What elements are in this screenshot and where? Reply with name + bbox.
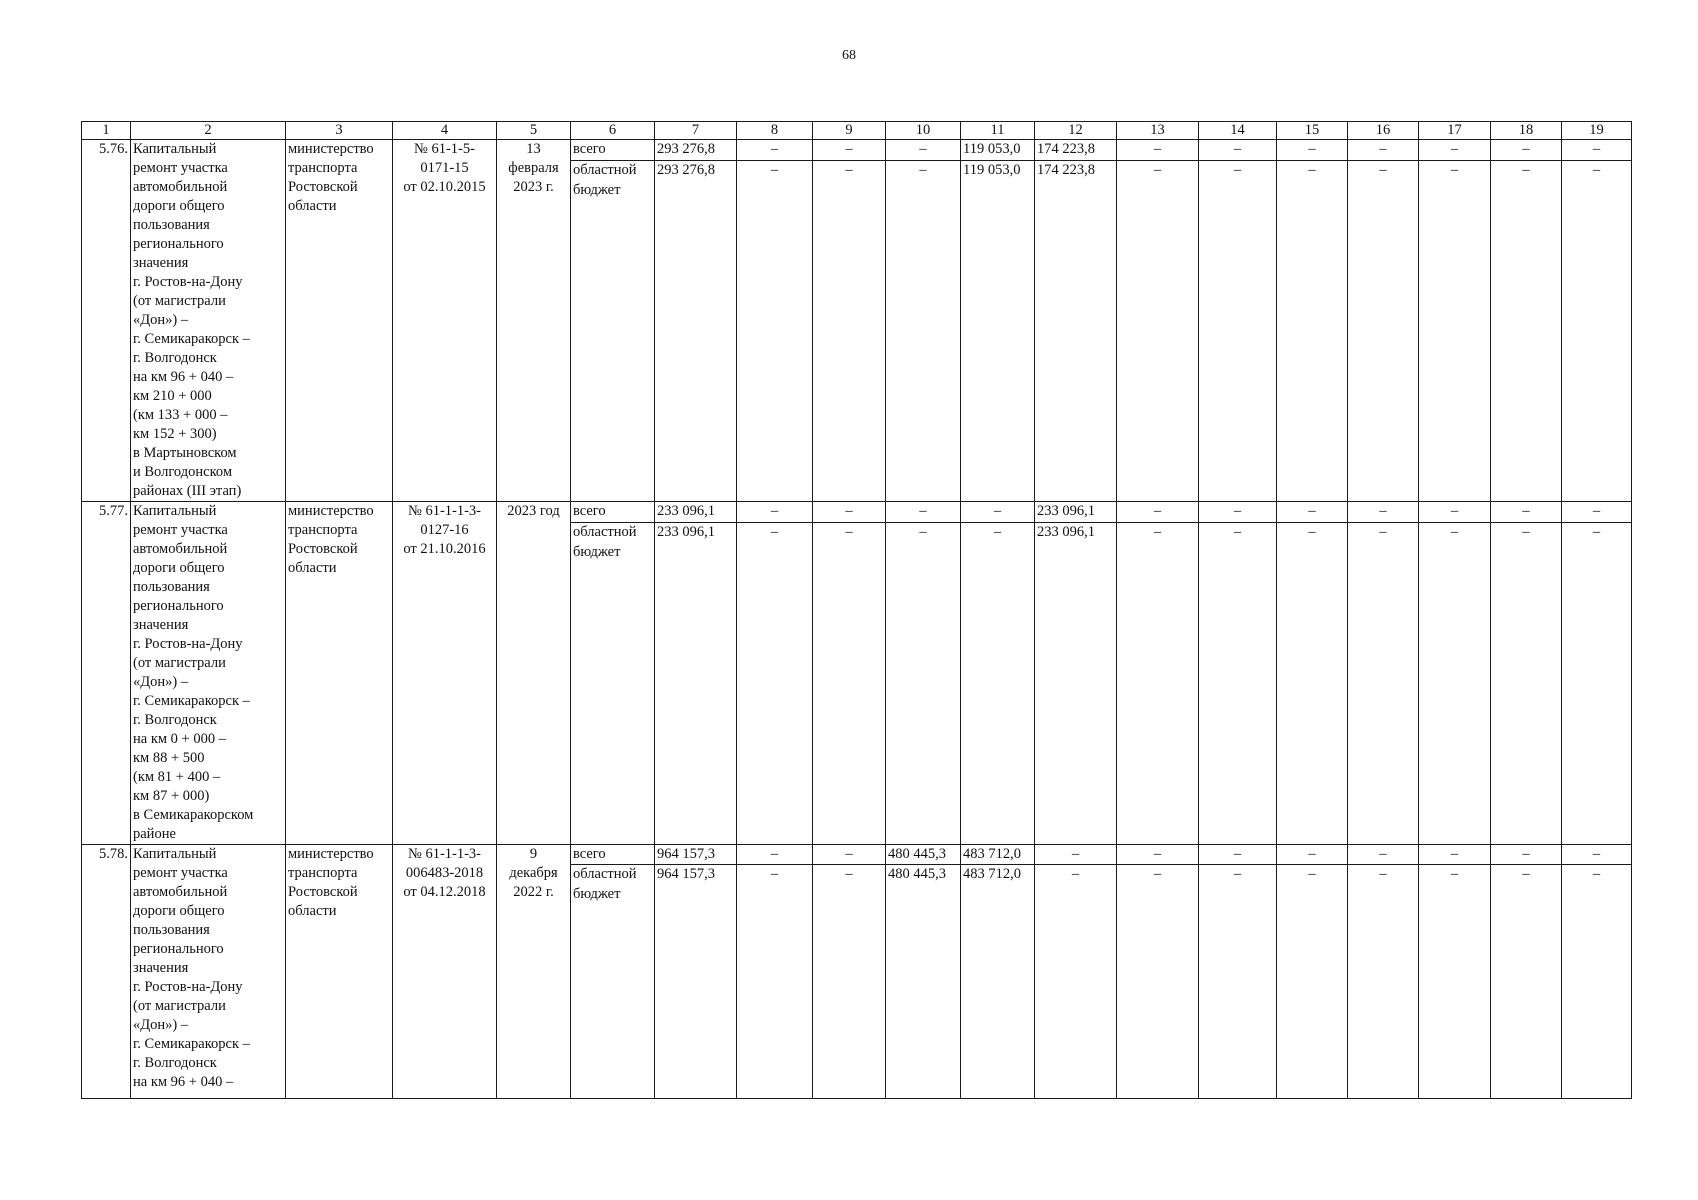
column-number-9: 9 [813, 122, 886, 140]
column-number-7: 7 [655, 122, 737, 140]
column-number-5: 5 [497, 122, 571, 140]
amount-cell: – [1348, 865, 1419, 1099]
funding-source: всего [571, 845, 655, 865]
amount-cell: – [1491, 140, 1562, 161]
amount-cell: 480 445,3 [886, 845, 961, 865]
amount-cell: 233 096,1 [1035, 523, 1117, 845]
entry-name-text: Капитальный ремонт участка автомобильной дороги общего пользования регионального значения г. Ростов-на-Дону (от магистрали «Дон») – г. Семикаракорск – г. Волгодонск на км 96 + 040 – [133, 846, 250, 1090]
amount-cell: – [1348, 523, 1419, 845]
entry-document [393, 140, 497, 502]
entry-organization-text: министерство транспорта Ростовской области [288, 141, 374, 214]
amount-cell: – [1199, 502, 1277, 523]
amount-cell: 119 053,0 [961, 140, 1035, 161]
entry-date [497, 140, 571, 502]
entry-date [497, 845, 571, 1099]
funding-source-text: областной бюджет [573, 866, 637, 902]
amount-cell: – [1348, 502, 1419, 523]
amount-cell: – [886, 161, 961, 502]
entry-organization [286, 502, 393, 845]
entry-number: 5.78. [82, 845, 131, 1099]
amount-cell: 480 445,3 [886, 865, 961, 1099]
entry-organization-text: министерство транспорта Ростовской области [288, 503, 374, 576]
column-number-15: 15 [1277, 122, 1348, 140]
entry-document-text: № 61-1-1-3- 006483-2018 от 04.12.2018 [403, 846, 486, 900]
amount-cell: – [1348, 845, 1419, 865]
entry-name [131, 502, 286, 845]
column-number-6: 6 [571, 122, 655, 140]
amount-cell: – [1277, 865, 1348, 1099]
amount-cell: 964 157,3 [655, 845, 737, 865]
column-number-19: 19 [1562, 122, 1632, 140]
funding-source: всего [571, 502, 655, 523]
column-number-2: 2 [131, 122, 286, 140]
amount-cell: – [813, 140, 886, 161]
funding-source [571, 523, 655, 845]
funding-source [571, 161, 655, 502]
table-row-total [82, 502, 1632, 523]
entry-name-text: Капитальный ремонт участка автомобильной дороги общего пользования регионального значения г. Ростов-на-Дону (от магистрали «Дон») – г. Семикаракорск – г. Волгодонск на км 0 + 000 – км 88 + 500 (км 81 + 400 – км 87 + 000) в Семикаракорском районе [133, 503, 254, 842]
amount-cell: – [1035, 845, 1117, 865]
amount-cell: – [1562, 865, 1632, 1099]
amount-cell: 174 223,8 [1035, 140, 1117, 161]
amount-cell: – [1199, 161, 1277, 502]
amount-cell: – [1491, 523, 1562, 845]
entry-document [393, 502, 497, 845]
entry-name [131, 845, 286, 1099]
column-number-18: 18 [1491, 122, 1562, 140]
entry-organization-text: министерство транспорта Ростовской области [288, 846, 374, 919]
entry-date [497, 502, 571, 845]
page-number: 68 [842, 48, 856, 63]
amount-cell: – [813, 845, 886, 865]
column-number-12: 12 [1035, 122, 1117, 140]
entry-date-text: 13 февраля 2023 г. [508, 141, 559, 195]
amount-cell: 293 276,8 [655, 161, 737, 502]
amount-cell: – [1419, 845, 1491, 865]
funding-source [571, 865, 655, 1099]
amount-cell: – [1419, 865, 1491, 1099]
entry-date-text: 9 декабря 2022 г. [509, 846, 558, 900]
amount-cell: – [1419, 502, 1491, 523]
amount-cell: – [1117, 523, 1199, 845]
amount-cell: – [1348, 140, 1419, 161]
amount-cell: – [1348, 161, 1419, 502]
amount-cell: 293 276,8 [655, 140, 737, 161]
amount-cell: – [1419, 523, 1491, 845]
amount-cell: 483 712,0 [961, 865, 1035, 1099]
entry-document-text: № 61-1-5- 0171-15 от 02.10.2015 [403, 141, 486, 195]
entry-number: 5.77. [82, 502, 131, 845]
amount-cell: 483 712,0 [961, 845, 1035, 865]
amount-cell: – [737, 845, 813, 865]
amount-cell: – [1117, 845, 1199, 865]
entry-date-text: 2023 год [507, 503, 560, 519]
entry-organization [286, 845, 393, 1099]
amount-cell: – [1419, 140, 1491, 161]
amount-cell: – [1562, 161, 1632, 502]
amount-cell: – [737, 502, 813, 523]
entry-number: 5.76. [82, 140, 131, 502]
entry-name-text: Капитальный ремонт участка автомобильной дороги общего пользования регионального значения г. Ростов-на-Дону (от магистрали «Дон») – г. Семикаракорск – г. Волгодонск на км 96 + 040 – км 210 + 000 (км 133 + 000 – км 152 + 300) в Мартыновском и Волгодонском районах (III этап) [133, 141, 250, 499]
amount-cell: – [1199, 523, 1277, 845]
funding-source-text: областной бюджет [573, 162, 637, 198]
amount-cell: – [1199, 140, 1277, 161]
column-number-4: 4 [393, 122, 497, 140]
table-row-total [82, 845, 1632, 865]
amount-cell: – [737, 161, 813, 502]
column-number-11: 11 [961, 122, 1035, 140]
amount-cell: – [1277, 502, 1348, 523]
amount-cell: – [886, 523, 961, 845]
column-number-row [82, 122, 1632, 140]
column-number-8: 8 [737, 122, 813, 140]
column-number-1: 1 [82, 122, 131, 140]
amount-cell: – [886, 140, 961, 161]
amount-cell: – [1199, 845, 1277, 865]
amount-cell: – [1277, 523, 1348, 845]
entry-name [131, 140, 286, 502]
funding-source-text: областной бюджет [573, 524, 637, 560]
amount-cell: – [961, 523, 1035, 845]
amount-cell: 119 053,0 [961, 161, 1035, 502]
amount-cell: – [1562, 845, 1632, 865]
amount-cell: – [1117, 140, 1199, 161]
entry-document-text: № 61-1-1-3- 0127-16 от 21.10.2016 [403, 503, 486, 557]
amount-cell: – [1277, 845, 1348, 865]
amount-cell: – [1117, 865, 1199, 1099]
amount-cell: – [1419, 161, 1491, 502]
amount-cell: – [813, 523, 886, 845]
amount-cell: – [1117, 502, 1199, 523]
amount-cell: – [1491, 845, 1562, 865]
amount-cell: – [1562, 523, 1632, 845]
column-number-17: 17 [1419, 122, 1491, 140]
amount-cell: 233 096,1 [655, 502, 737, 523]
column-number-13: 13 [1117, 122, 1199, 140]
amount-cell: – [1199, 865, 1277, 1099]
budget-table [81, 121, 1632, 1099]
funding-source: всего [571, 140, 655, 161]
amount-cell: – [1117, 161, 1199, 502]
amount-cell: – [961, 502, 1035, 523]
amount-cell: – [886, 502, 961, 523]
column-number-16: 16 [1348, 122, 1419, 140]
amount-cell: – [813, 161, 886, 502]
amount-cell: 233 096,1 [655, 523, 737, 845]
amount-cell: – [737, 865, 813, 1099]
amount-cell: – [1277, 161, 1348, 502]
amount-cell: – [813, 865, 886, 1099]
amount-cell: – [1277, 140, 1348, 161]
amount-cell: – [1491, 161, 1562, 502]
entry-document [393, 845, 497, 1099]
amount-cell: – [1562, 140, 1632, 161]
amount-cell: – [813, 502, 886, 523]
table-row-total [82, 140, 1632, 161]
amount-cell: 233 096,1 [1035, 502, 1117, 523]
amount-cell: – [1562, 502, 1632, 523]
entry-organization [286, 140, 393, 502]
amount-cell: 174 223,8 [1035, 161, 1117, 502]
column-number-14: 14 [1199, 122, 1277, 140]
amount-cell: – [1491, 502, 1562, 523]
amount-cell: – [737, 523, 813, 845]
column-number-10: 10 [886, 122, 961, 140]
column-number-3: 3 [286, 122, 393, 140]
amount-cell: 964 157,3 [655, 865, 737, 1099]
amount-cell: – [1035, 865, 1117, 1099]
amount-cell: – [737, 140, 813, 161]
amount-cell: – [1491, 865, 1562, 1099]
